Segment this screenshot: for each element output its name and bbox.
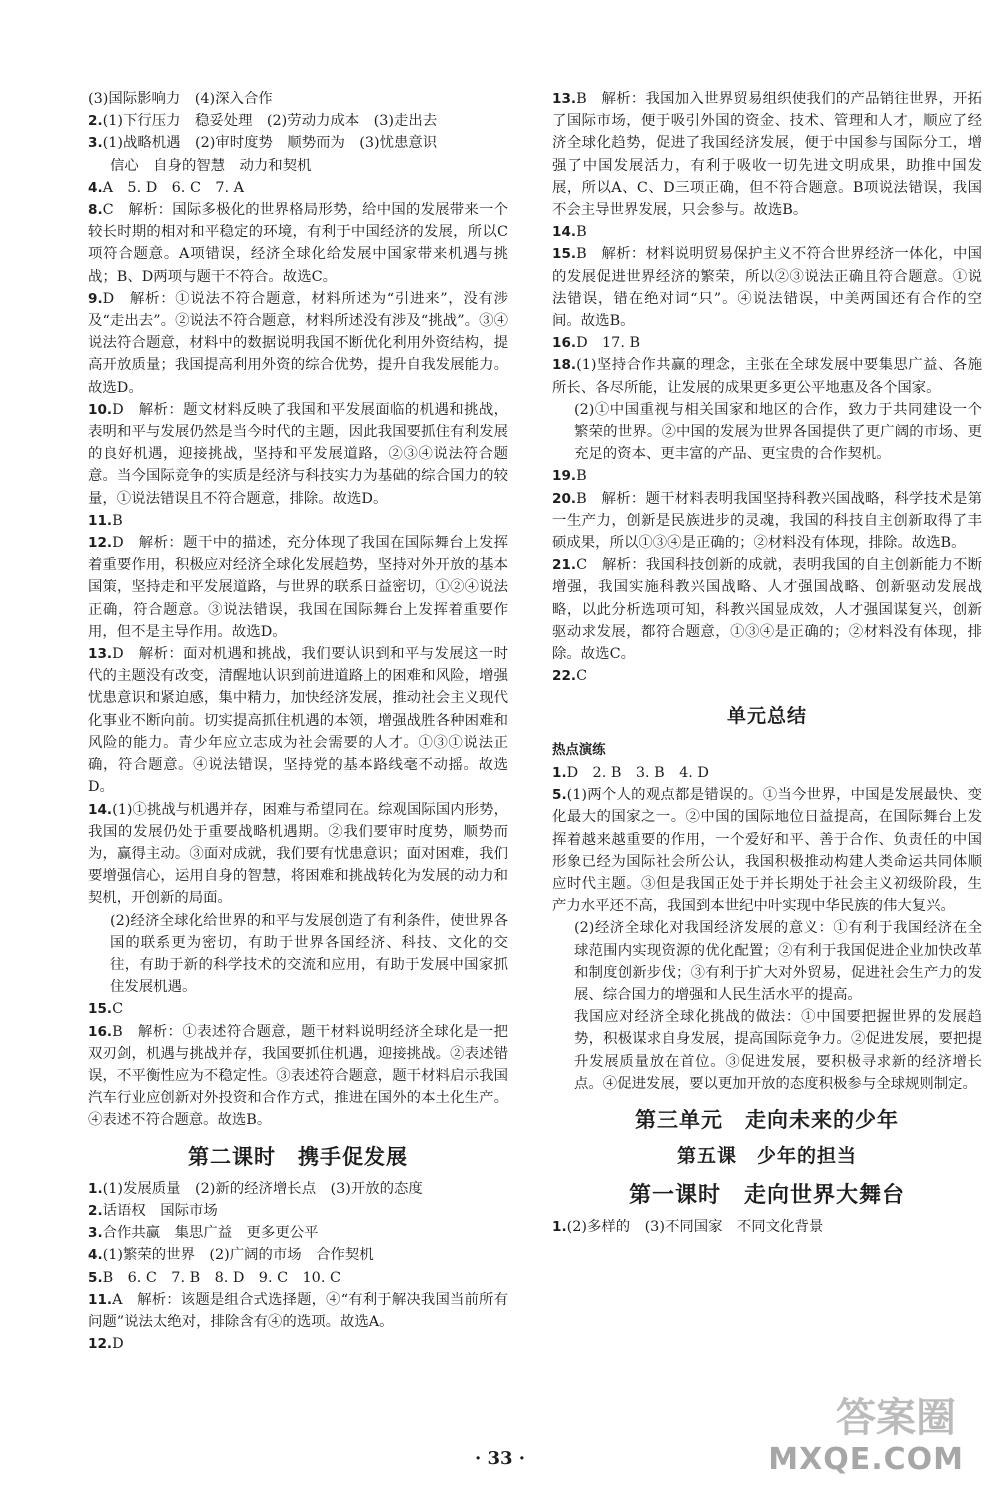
answer-text: B <box>576 468 587 485</box>
answer-item <box>552 221 982 243</box>
answer-item <box>88 199 508 288</box>
answer-text: (1)繁荣的世界 (2)广阔的市场 合作契机 <box>102 1247 374 1264</box>
answer-number: 20. <box>552 490 577 507</box>
answer-number: 14. <box>88 801 113 818</box>
answer-item <box>88 1333 508 1355</box>
answer-text: C <box>576 668 588 685</box>
answer-number: 22. <box>552 668 577 685</box>
answer-number: 16. <box>552 335 577 352</box>
hotspot-practice-label: 热点演练 <box>552 742 606 758</box>
answer-text: (1)战略机遇 (2)审时度势 顺势而为 (3)忧患意识 <box>102 135 438 152</box>
answer-item <box>88 288 508 399</box>
answer-text: D 解析：面对机遇和挑战，我们要认识到和平与发展这一时代的主题没有改变，清醒地认识到前进道路上的困难和风险，增强忧患意识和紧迫感，集中精力，加快经济发展，推动社会主义现代化事业不断向前。切实提高抓住机遇的本领，增强战胜各种困难和风险的能力。青少年应立志成为社会需要的人才。①③①说法正确，符合题意。④说法错误，坚持党的基本路线毫不动摇。故选D。 <box>88 646 508 796</box>
answer-text: B 6. C 7. B 8. D 9. C 10. C <box>102 1269 341 1286</box>
answer-text: (1)①挑战与机遇并存，困难与希望同在。综观国际国内形势，我国的发展仍处于重要战略机遇期。②我们要审时度势，顺势而为，赢得主动。③面对成就，我们要有忧患意识；面对困难，我们要增强信心，运用自身的智慧，将困难和挑战转化为发展的动力和契机，开创新的局面。 <box>88 801 508 907</box>
answer-item <box>88 1200 508 1222</box>
answer-number: 1. <box>552 764 567 781</box>
answer-number: 2. <box>88 1202 103 1219</box>
answer-text: (1)发展质量 (2)新的经济增长点 (3)开放的态度 <box>102 1180 423 1197</box>
answer-number: 1. <box>552 1218 567 1235</box>
answer-number: 3. <box>88 1225 103 1242</box>
answer-text: B 解析：我国加入世界贸易组织使我们的产品销往世界，开拓了国际市场，便于吸引外国的资金、技术、管理和人才，顺应了经济全球化趋势，促进了我国经济发展，便于中国参与国际分工，增强了中国发展活力，有利于吸收一切先进文明成果，助推中国发展，所以A、C、D三项正确，但不符合题意。B项说法错误，我国不会主导世界发展，只会参与。故选B。 <box>552 91 982 219</box>
answer-item <box>552 554 982 665</box>
answer-item <box>88 399 508 510</box>
answer-item <box>88 88 508 110</box>
answer-number: 11. <box>88 1291 113 1308</box>
answer-item <box>88 1244 508 1266</box>
answer-item <box>88 998 508 1020</box>
answer-number: 10. <box>88 401 113 418</box>
answer-number: 15. <box>88 1001 113 1018</box>
answer-text: (3)国际影响力 (4)深入合作 <box>88 91 273 107</box>
answer-item <box>552 1216 982 1238</box>
answer-text: 合作共赢 集思广益 更多更公平 <box>102 1225 319 1242</box>
answer-item <box>552 1006 982 1095</box>
answer-text: (2)多样的 (3)不同国家 不同文化背景 <box>566 1218 824 1235</box>
answer-text: D 解析：题干中的描述，充分体现了我国在国际舞台上发挥着重要作用，积极应对经济全球化发展趋势，坚持对外开放的基本国策，坚持走和平发展道路，与世界的联系日益密切，①②④说法正确，符合题意。③说法错误，我国在国际舞台上发挥着重要作用，但不是主导作用。故选D。 <box>88 535 508 640</box>
answer-item <box>552 762 982 784</box>
answer-number: 2. <box>88 113 103 130</box>
answer-number: 12. <box>88 535 113 552</box>
answer-text: (2)①中国重视与相关国家和地区的合作，致力于共同建设一个繁荣的世界。②中国的发展为世界各国提供了更广阔的市场、更充足的资本、更丰富的产品、更宝贵的合作契机。 <box>574 401 982 463</box>
answer-item <box>88 155 508 177</box>
answer-text: D <box>112 1336 124 1353</box>
answer-number: 13. <box>88 646 113 663</box>
watermark-text: MXQE.COM <box>768 1442 964 1477</box>
right-column <box>552 88 982 1238</box>
answer-item <box>88 532 508 643</box>
answer-text: (1)下行压力 稳妥处理 (2)劳动力成本 (3)走出去 <box>102 113 438 130</box>
answer-number: 19. <box>552 468 577 485</box>
answer-item <box>552 243 982 332</box>
answer-item <box>88 910 508 999</box>
answer-number: 8. <box>88 202 103 219</box>
page-number: · 33 · <box>474 1448 526 1469</box>
answer-text: C <box>112 1001 124 1018</box>
answer-item <box>552 784 982 917</box>
answer-item <box>552 665 982 687</box>
answer-number: 11. <box>88 512 113 529</box>
answer-text: 信心 自身的智慧 动力和契机 <box>110 157 312 174</box>
answer-text: C 解析：国际多极化的世界格局形势，给中国的发展带来一个较长时期的相对和平稳定的环境，有利于中国经济的发展，所以C项符合题意。A项错误，经济全球化给发展中国家带来机遇与挑战；B、D两项与题干不符合。故选C。 <box>88 202 508 285</box>
answer-item <box>88 1178 508 1200</box>
watermark-big-text: 答案圈 <box>836 1395 956 1441</box>
answer-number: 15. <box>552 246 577 263</box>
answer-text: D 17. B <box>576 335 641 352</box>
answer-item <box>552 488 982 555</box>
answer-item <box>88 132 508 154</box>
left-column <box>88 88 508 1355</box>
lesson-answer-list <box>88 1178 508 1356</box>
answer-text: (2)经济全球化给世界的和平与发展创造了有利条件，使世界各国的联系更为密切，有助于世界各国经济、科技、文化的交往，有助于新的科学技术的交流和应用，有助于发展中国家抓住发展机遇。 <box>110 912 508 996</box>
unit-summary-heading: 单元总结 <box>726 705 807 728</box>
unit-heading: 第三单元 走向未来的少年 <box>635 1107 899 1132</box>
lesson-heading: 第二课时 携手促发展 <box>188 1144 408 1169</box>
answer-text: B <box>576 224 587 241</box>
answer-text: B <box>112 512 123 529</box>
answer-text: D 解析：题文材料反映了我国和平发展面临的机遇和挑战，表明和平与发展仍然是当今时代的主题，因此我国要抓住有利发展的良好机遇，迎接挑战，坚持和平发展道路，②③④说法符合题意。当今国际竞争的实质是经济与科技实力为基础的综合国力的较量，①说法错误且不符合题意，排除。故选D。 <box>88 401 508 507</box>
answer-text: B 解析：材料说明贸易保护主义不符合世界经济一体化，中国的发展促进世界经济的繁荣，所以②③说法正确且符合题意。①说法错误，错在绝对词“只”。④说法错误，中美两国还有合作的空间。故选B。 <box>552 246 982 330</box>
answer-item <box>88 110 508 132</box>
answer-number: 12. <box>88 1336 113 1353</box>
answer-number: 18. <box>552 357 577 374</box>
answer-number: 9. <box>88 290 103 307</box>
answer-item <box>88 510 508 532</box>
answer-text: D 解析：①说法不符合题意，材料所述为“引进来”，没有涉及“走出去”。②说法不符合题意，材料所述没有涉及“挑战”。③④说法符合题意，材料中的数据说明我国不断优化利用外资结构，提高开放质量；我国提高利用外资的综合优势，提升自我发展能力。故选D。 <box>88 290 508 396</box>
answer-number: 21. <box>552 557 577 574</box>
answer-item <box>552 354 982 398</box>
answer-text: (1)两个人的观点都是错误的。①当今世界，中国是发展最快、变化最大的国家之一。②中国的国际地位日益提高，在国际舞台上发挥着越来越重要的作用，一个爱好和平、善于合作、负责任的中国形象已经为国际社会所公认，我国积极推动构建人类命运共同体顺应时代主题。③但是我国正处于并长期处于社会主义初级阶段，生产力水平还不高，我国到本世纪中叶实现中华民族的伟大复兴。 <box>552 787 982 915</box>
answer-item <box>552 332 982 354</box>
answer-item <box>88 1222 508 1244</box>
answer-item <box>552 917 982 1006</box>
answer-item <box>88 1289 508 1333</box>
answer-text: B 解析：题干材料表明我国坚持科教兴国战略，科学技术是第一生产力，创新是民族进步的灵魂，我国的科技自主创新取得了丰硕成果，所以①③④是正确的；②材料没有体现，排除。故选B。 <box>552 490 982 552</box>
left-answer-list <box>88 88 508 1132</box>
answer-text: A 解析：该题是组合式选择题，④“有利于解决我国当前所有问题”说法太绝对，排除含有④的选项。故选A。 <box>88 1291 508 1330</box>
answer-number: 14. <box>552 224 577 241</box>
answer-text: 我国应对经济全球化挑战的做法：①中国要把握世界的发展趋势，积极谋求自身发展，提高国际竞争力。②促进发展，要把提升发展质量放在首位。③促进发展，要积极寻求新的经济增长点。④促进发展，要以更加开放的态度积极参与全球规则制定。 <box>574 1009 982 1092</box>
answer-text: (1)坚持合作共赢的理念，主张在全球发展中要集思广益、各施所长、各尽所能，让发展的成果更多更公平地惠及各个国家。 <box>552 357 982 396</box>
answer-number: 3. <box>88 135 103 152</box>
answer-number: 13. <box>552 91 577 107</box>
answer-item <box>552 399 982 466</box>
answer-text: C 解析：我国科技创新的成就，表明我国的自主创新能力不断增强，我国实施科教兴国战略、人才强国战略、创新驱动发展战略，以此分析选项可知，科教兴国显成效，人才强国谋复兴，创新驱动求发展，都符合题意，①③④是正确的；②材料没有体现，排除。故选C。 <box>552 557 982 663</box>
period-heading: 第一课时 走向世界大舞台 <box>628 1183 905 1209</box>
answer-item <box>88 1021 508 1132</box>
answer-text: B 解析：①表述符合题意，题干材料说明经济全球化是一把双刃剑，机遇与挑战并存，我国要抓住机遇，迎接挑战。②表述错误，不平衡性应为不稳定性。③表述符合题意，题干材料启示我国汽车行业应创新对外投资和合作方式，推进在国外的本土化生产。④表述不符合题意。故选B。 <box>88 1023 508 1129</box>
answer-text: 话语权 国际市场 <box>102 1202 218 1219</box>
answer-item <box>552 88 982 221</box>
period-answer-list <box>552 1216 982 1238</box>
watermark-logo <box>768 1395 986 1483</box>
lesson-five-heading: 第五课 少年的担当 <box>676 1145 857 1168</box>
answer-item <box>88 177 508 199</box>
summary-answer-list <box>552 762 982 1095</box>
answer-text: D 2. B 3. B 4. D <box>566 764 709 781</box>
answer-number: 1. <box>88 1180 103 1197</box>
answer-text: A 5. D 6. C 7. A <box>102 179 245 196</box>
answer-number: 5. <box>552 787 567 804</box>
answer-item <box>552 465 982 487</box>
answer-text: (2)经济全球化对我国经济发展的意义：①有利于我国经济在全球范围内实现资源的优化配置；②有利于我国促进企业加快改革和制度创新步伐；③有利于扩大对外贸易，促进社会生产力的发展、综合国力的增强和人民生活水平的提高。 <box>574 920 982 1003</box>
answer-number: 5. <box>88 1269 103 1286</box>
answer-number: 16. <box>88 1023 113 1040</box>
right-answer-list <box>552 88 982 687</box>
answer-item <box>88 799 508 910</box>
answer-number: 4. <box>88 179 103 196</box>
answer-item <box>88 643 508 798</box>
answer-item <box>88 1267 508 1289</box>
answer-number: 4. <box>88 1247 103 1264</box>
